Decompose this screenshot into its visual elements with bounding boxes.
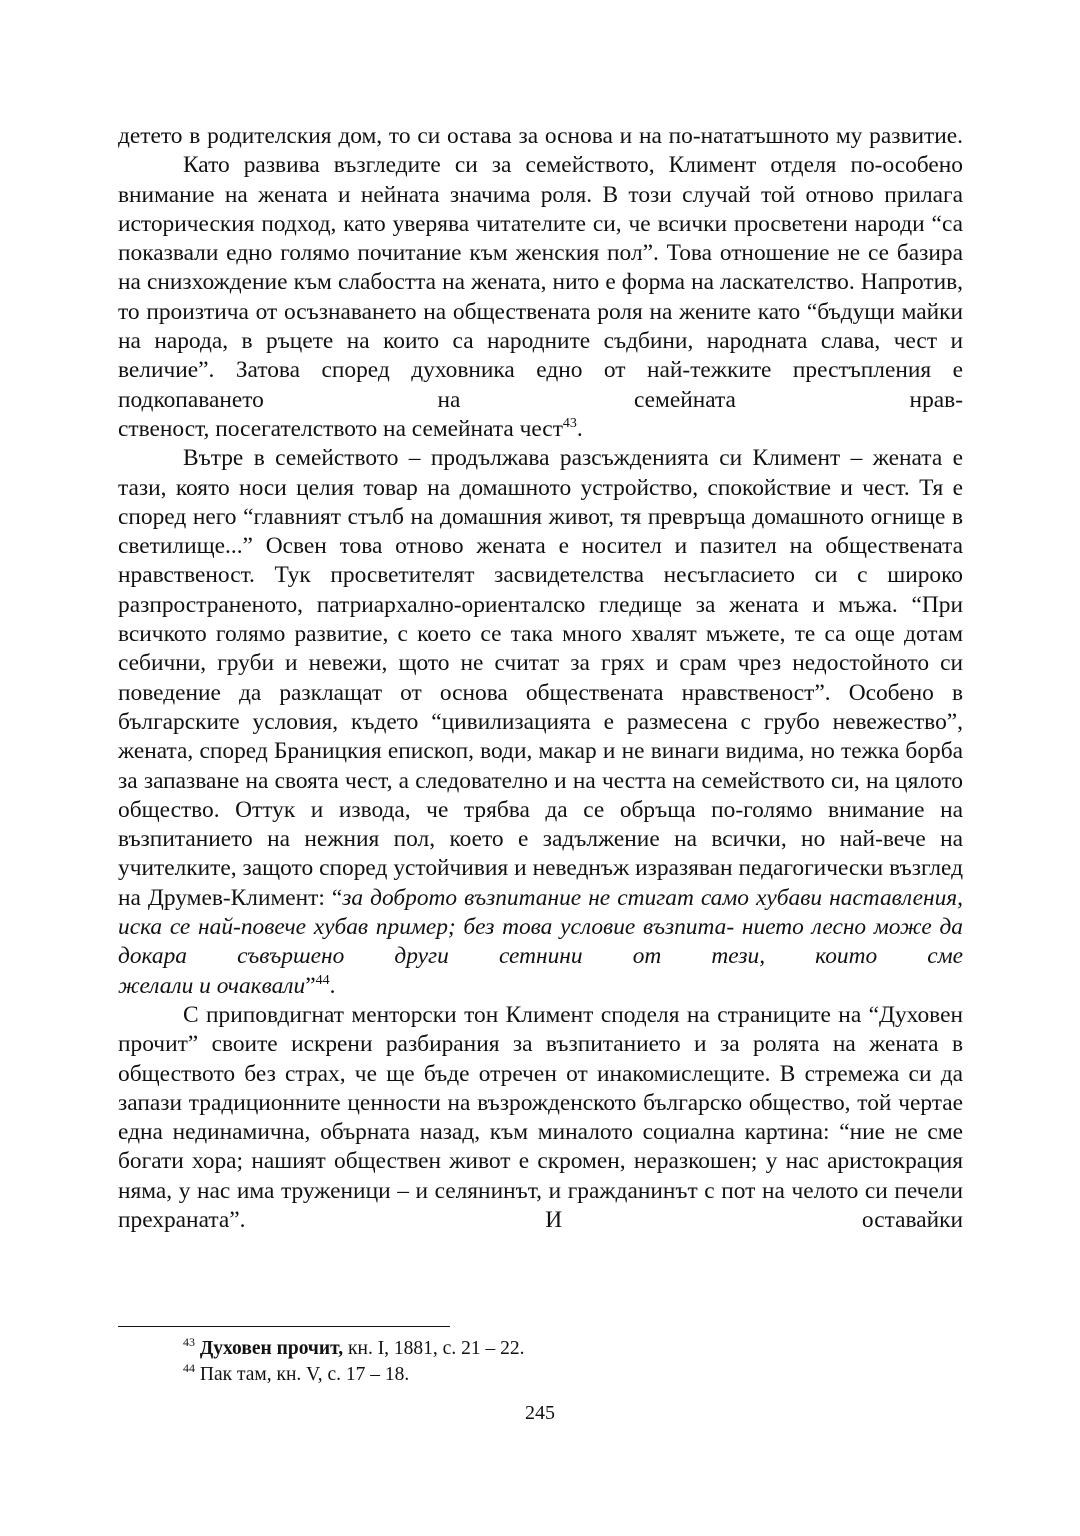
paragraph: [118, 122, 963, 151]
paragraph-text: Като развива възгледите си за семейството, Климент отделя по-особено внимание на жената и нейната значима роля. В този случай той отново прилага историческия подход, като уверява читателите си, че всички просветени народи “са показвали едно голямо почитание към женския пол”. Това отношение не се базира на снизхождение към слабостта на жената, нито е форма на ласкателство. Напротив, то произтича от осъзнаването на обществената роля на жените като “бъдущи майки на народа, в ръцете на които са народните съдбини, народната слава, чест и величие”. Затова според духовника едно от най-тежките престъпления е подкопаването на семейната нрав-: [118, 152, 963, 413]
footnote-text: Пак там, кн. V, с. 17 – 18.: [199, 1364, 410, 1385]
paragraph-last-line: ственост, посегателството на семейната чест$^{43}$.: [118, 415, 583, 442]
footnote: [183, 1362, 524, 1388]
closing-quote: ”: [305, 972, 316, 999]
footnote-divider: [118, 1326, 450, 1327]
paragraph-text: ственост, посегателството на семейната чест: [118, 415, 563, 442]
page-number: 245: [525, 1402, 555, 1424]
footnotes: [183, 1336, 524, 1388]
footnote: [183, 1336, 524, 1362]
paragraph-last-line: желали и очаквали”$^{44}$.: [118, 972, 336, 999]
paragraph-text: Вътре в семейството – продължава разсъжденията си Климент – жената е тази, която носи целия товар на домашното устройство, спокойствие и чест. Тя е според него “главният стълб на домашния живот, тя превръща домашното огнище в светилище...” Освен това отново жената е носител и пазител на обществената нравственост. Тук просветителят засвидетелства несъгласието си с широко разпространеното, патриархално-ориенталско гледище за жената и мъжа. “При всичкото голямо развитие, с което се така много хвалят мъжете, те са още дотам себични, груби и невежи, щото не считат за грях и срам чрез недостойното си поведение да разклащат от основа обществената нравственост”. Особено в българските условия, където “цивилизацията е размесена с грубо невежество”, жената, според Браницкия епископ, води, макар и не винаги видима, но тежка борба за запазване на своята чест, а следователно и на честта на семейството си, на цялото общество. Оттук и извода, че трябва да се обръща по-голямо внимание на възпитанието на нежния пол, което е задължение на всички, но най-вече на учителките, защото според устойчивия и неведнъж изразяван педагогически възглед на Друмев-Климент: “: [118, 445, 963, 911]
footnote-number: 44: [183, 1361, 195, 1375]
quote-italic: нието лесно може да докара съвършено други сетнини от тези, които сме: [118, 914, 963, 970]
body-text: [118, 122, 963, 1235]
footnote-ref: 43: [562, 415, 577, 431]
footnote-source-title: Духовен прочит,: [199, 1338, 344, 1359]
footnote-ref: 44: [315, 972, 330, 988]
quote-italic: за доброто възпитание не стигат само хубави наставления, иска се най-повече хубав пример; без това условие възпита-: [118, 884, 964, 941]
quote-italic: желали и очаквали: [118, 972, 306, 999]
paragraph: [118, 444, 963, 1001]
paragraph: [118, 151, 963, 444]
paragraph-text: С приповдигнат менторски тон Климент споделя на страниците на “Духовен прочит” своите искрени разбирания за възпитанието и за ролята на жената в обществото без страх, че ще бъде отречен от инакомислещите. В стремежа си да запази традиционните ценности на възрожденското българско общество, той чертае една нединамична, обърната назад, към миналото социална картина: “ние не сме богати хора; нашият обществен живот е скромен, неразкошен; у нас аристокрация няма, у нас има труженици – и селянинът, и гражданинът с пот на челото си печели прехраната”. И оставайки: [118, 1001, 963, 1233]
footnote-number: 43: [183, 1335, 195, 1349]
footnote-text: кн. I, 1881, с. 21 – 22.: [343, 1338, 525, 1359]
paragraph: [118, 1001, 963, 1235]
paragraph-text: детето в родителския дом, то си остава за основа и на по-нататъшното му развитие.: [118, 123, 963, 149]
